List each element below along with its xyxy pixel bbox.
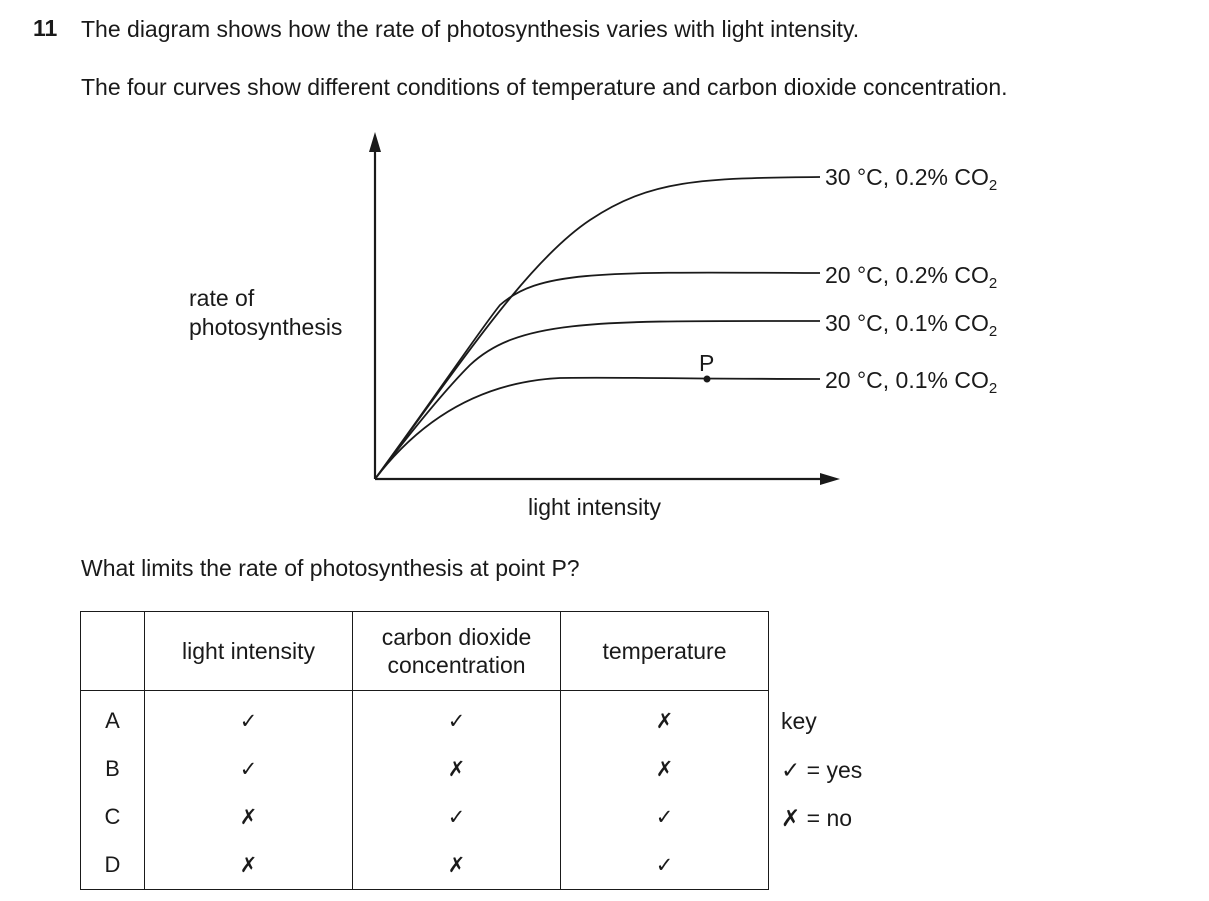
header-light-intensity: light intensity [145, 612, 353, 691]
y-axis-label-line-2: photosynthesis [189, 314, 343, 340]
table-header-row [81, 612, 769, 691]
curve-20c-0.1-co2 [375, 378, 820, 479]
cell-light: ✗ [145, 793, 353, 841]
y-axis-label-line-1: rate of [189, 285, 255, 311]
option-row-d[interactable] [81, 841, 769, 890]
curve-20c-0.2-co2 [375, 273, 820, 479]
key-yes: ✓ = yes [781, 757, 863, 783]
cell-co2: ✓ [353, 691, 561, 746]
header-carbon-line-2: concentration [387, 652, 526, 678]
x-axis-arrowhead [820, 473, 840, 485]
option-letter[interactable]: A [81, 691, 145, 746]
option-row-c[interactable] [81, 793, 769, 841]
cell-co2: ✓ [353, 793, 561, 841]
cell-temperature: ✗ [561, 745, 769, 793]
y-axis-arrowhead [369, 132, 381, 152]
header-blank [81, 612, 145, 691]
x-axis-label: light intensity [528, 494, 661, 520]
cell-temperature: ✓ [561, 793, 769, 841]
cell-temperature: ✓ [561, 841, 769, 890]
header-carbon-line-1: carbon dioxide [381, 624, 532, 650]
question-stem-line-1: The diagram shows how the rate of photosynthesis varies with light intensity. [81, 16, 860, 42]
y-axis-label [189, 284, 342, 342]
curve-label-20c-0.2-co2: 20 °C, 0.2% $CO_2$ [825, 262, 998, 292]
cell-co2: ✗ [353, 745, 561, 793]
option-row-b[interactable] [81, 745, 769, 793]
cell-light: ✗ [145, 841, 353, 890]
header-carbon-dioxide [353, 612, 561, 691]
question-prompt: What limits the rate of photosynthesis at point P? [81, 555, 580, 581]
key-title: key [781, 708, 817, 734]
options-table [80, 611, 769, 890]
curve-label-20c-0.1-co2: 20 °C, 0.1% $CO_2$ [825, 367, 998, 397]
cell-temperature: ✗ [561, 691, 769, 746]
option-letter[interactable]: C [81, 793, 145, 841]
option-letter[interactable]: D [81, 841, 145, 890]
option-letter[interactable]: B [81, 745, 145, 793]
curve-30c-0.2-co2 [375, 177, 820, 479]
question-stem-line-2: The four curves show different conditions of temperature and carbon dioxide concentration. [81, 74, 1008, 100]
cell-light: ✓ [145, 691, 353, 746]
cell-co2: ✗ [353, 841, 561, 890]
curve-label-30c-0.1-co2: 30 °C, 0.1% $CO_2$ [825, 310, 998, 340]
header-temperature: temperature [561, 612, 769, 691]
question-number: 11 [33, 15, 58, 41]
curve-label-30c-0.2-co2: 30 °C, 0.2% $CO_2$ [825, 164, 998, 194]
curve-30c-0.1-co2 [375, 321, 820, 479]
option-row-a[interactable] [81, 691, 769, 746]
cell-light: ✓ [145, 745, 353, 793]
point-p-label: P [699, 350, 715, 376]
key-no: ✗ = no [781, 805, 853, 831]
